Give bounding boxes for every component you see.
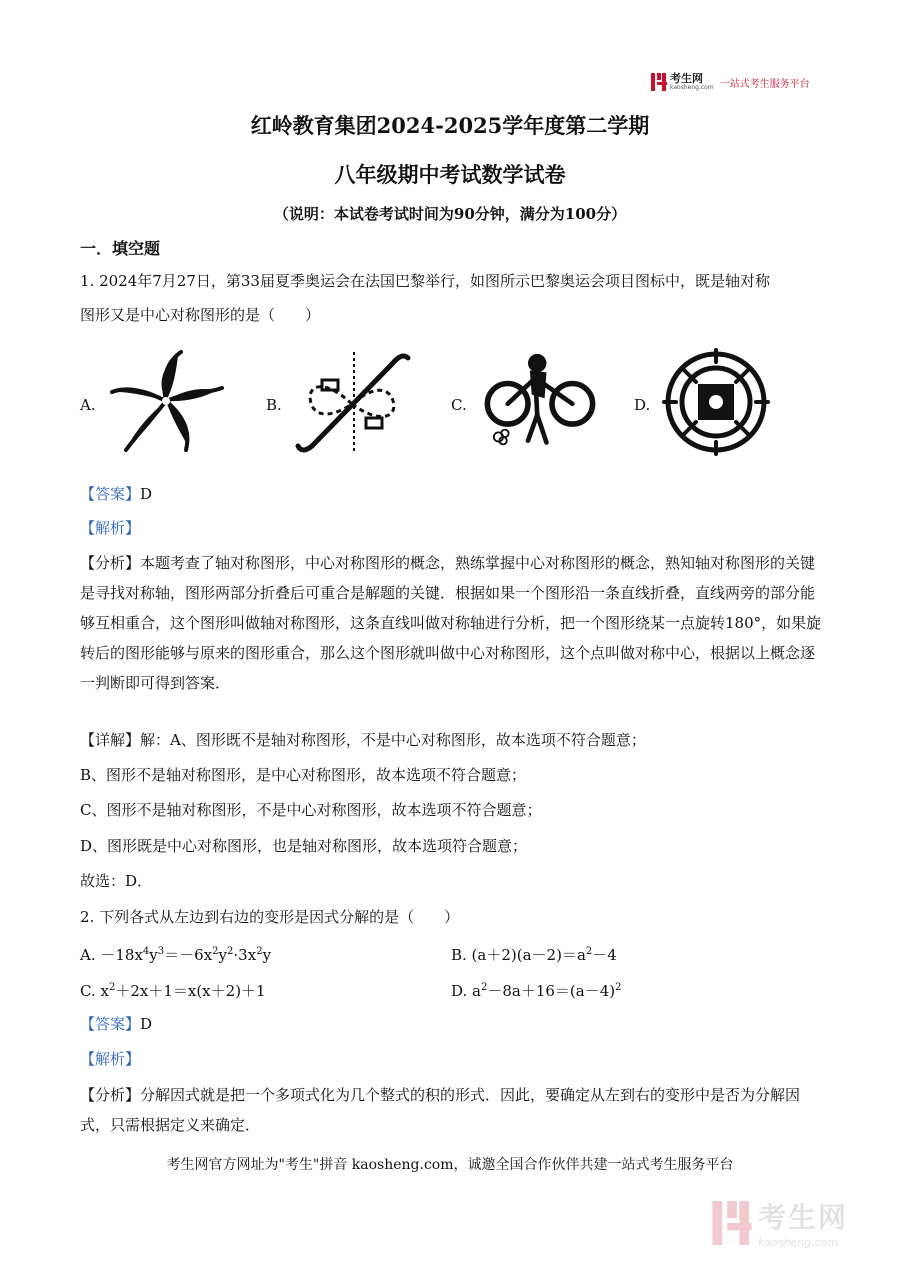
q1-option-c-label: C. [451, 396, 467, 414]
q1-xiangjie-c: C、图形不是轴对称图形，不是中心对称图形，故本选项不符合题意； [80, 801, 542, 819]
exam-title-line2: 八年级期中考试数学试卷 [334, 162, 566, 187]
exam-title-line1: 红岭教育集团2024-2025学年度第二学期 [250, 113, 650, 138]
cyclist-icon [480, 346, 600, 456]
fenxi-tag: 【分析】 [80, 554, 141, 572]
q2-option-a: A. $-18x^4y^3=-6x^2y^2\cdot 3x^2y$ [80, 946, 272, 964]
logo-slogan: 一站式考生服务平台 [719, 78, 810, 90]
pinwheel-icon [106, 346, 226, 456]
q1-xiangjie-a [80, 725, 646, 755]
q1-fenxi-text: 本题考查了轴对称图形，中心对称图形的概念，熟练掌握中心对称图形的概念，熟知轴对称图形的关键是寻找对称轴，图形两部分折叠后可重合是解题的关键．根据如果一个图形沿一条直线折叠，直线两旁的部分能够互相重合，这个图形叫做轴对称图形，这条直线叫做对称轴进行分析，把一个图形绕某一点旋转180°，如果旋转后的图形能够与原来的图形重合，那么这个图形就叫做中心对称图形，这个点叫做对称中心，根据以上概念逐一判断即可得到答案． [80, 554, 822, 692]
q1-answer [80, 479, 152, 509]
q1-fenxi [80, 548, 824, 698]
shooting-target-icon [656, 346, 776, 456]
q2-fenxi-text: 分解因式就是把一个多项式化为几个整式的积的形式．因此，要确定从左到右的变形中是否为分解因式，只需根据定义来确定． [80, 1086, 801, 1134]
q1-xiangjie-d: D、图形既是中心对称图形，也是轴对称图形，故本选项符合题意； [80, 837, 528, 855]
q1-option-d-label: D. [634, 396, 651, 414]
fenxi-tag: 【分析】 [80, 1086, 141, 1104]
q1-xiangjie-b: B、图形不是轴对称图形，是中心对称图形，故本选项不符合题意； [80, 766, 527, 784]
watermark-domain: kaosheng.com [758, 1236, 839, 1249]
exam-note: （说明：本试卷考试时间为90分钟，满分为100分） [273, 205, 627, 223]
q1-conclusion: 故选：D． [80, 872, 153, 890]
section-heading: 一．填空题 [80, 239, 161, 258]
q2-answer [80, 1009, 152, 1039]
q2-answer-value: D [140, 1015, 153, 1033]
watermark [712, 1196, 848, 1249]
logo-name: 考生网 [670, 72, 703, 85]
q1-option-b-label: B. [266, 396, 282, 414]
site-logo [651, 70, 810, 94]
q2-option-c: C. $x^2+2x+1=x(x+2)+1$ [80, 982, 266, 1000]
watermark-name: 考生网 [758, 1201, 849, 1234]
q1-stem-line2: 图形又是中心对称图形的是（ ） [80, 306, 321, 324]
logo-domain: kaosheng.com [670, 84, 714, 91]
q1-answer-value: D [140, 485, 153, 503]
q2-option-b: B. $(a+2)(a-2)=a^2-4$ [451, 946, 617, 964]
q2-stem: 2. 下列各式从左边到右边的变形是因式分解的是（ ） [80, 908, 460, 926]
q2-option-d: D. $a^2-8a+16=(a-4)^2$ [451, 982, 622, 1000]
answer-tag: 【答案】 [80, 485, 141, 503]
q1-analysis-tag: 【解析】 [80, 519, 141, 537]
watermark-logo-icon [712, 1201, 752, 1245]
fencing-swords-icon [292, 346, 412, 456]
answer-tag: 【答案】 [80, 1015, 141, 1033]
q1-xiangjie-a-text: 解：A、图形既不是轴对称图形，不是中心对称图形，故本选项不符合题意； [140, 731, 646, 749]
page-footer: 考生网官方网址为"考生"拼音 kaosheng.com，诚邀全国合作伙伴共建一站式考生服务平台 [166, 1157, 734, 1173]
kaosheng-logo-icon [651, 73, 667, 91]
q2-analysis-tag: 【解析】 [80, 1050, 141, 1068]
xiangjie-tag: 【详解】 [80, 731, 141, 749]
q1-option-a-label: A. [80, 396, 96, 414]
q2-fenxi [80, 1080, 824, 1140]
q1-stem-line1: 1. 2024年7月27日，第33届夏季奥运会在法国巴黎举行，如图所示巴黎奥运会项目图标中，既是轴对称 [80, 272, 770, 290]
